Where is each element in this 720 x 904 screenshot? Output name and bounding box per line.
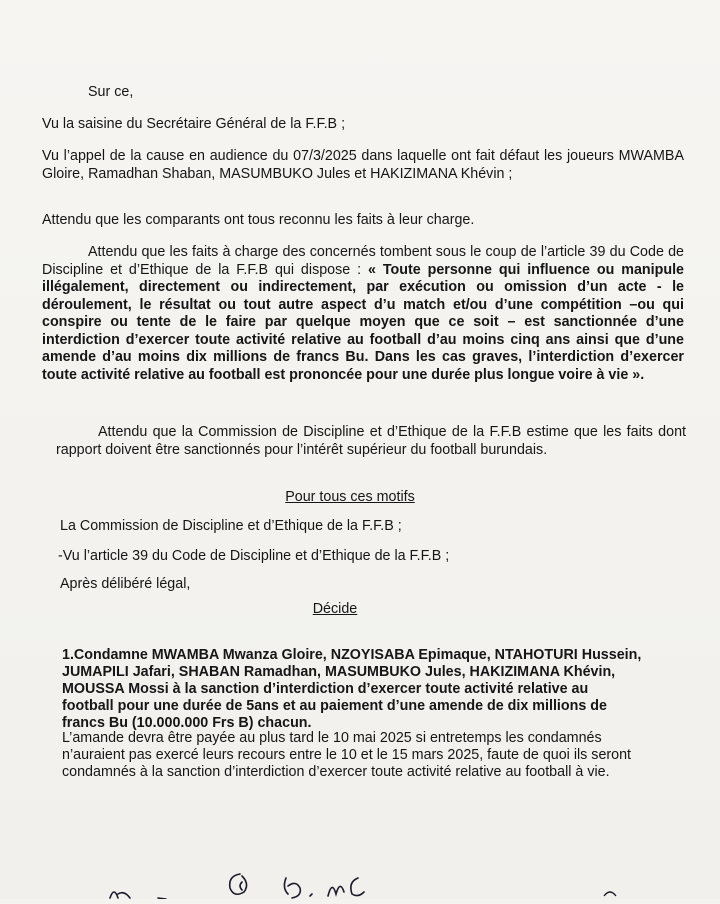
- handwritten-signatures-icon: [100, 868, 400, 899]
- decide-heading: Décide: [312, 601, 358, 617]
- intro-line: Sur ce,: [88, 84, 134, 100]
- page-mark-icon: [600, 884, 620, 899]
- page-mark: [600, 884, 620, 899]
- attendu-aveux: Attendu que les comparants ont tous reconnu les faits à leur charge.: [42, 212, 475, 228]
- attendu-sanction: Attendu que la Commission de Discipline et d’Ethique de la F.F.B estime que les faits dont rapport doivent être sanctionnés pour l’intérêt supérieur du football burundais.: [56, 424, 686, 458]
- attendu-article-39-intro: Attendu que les faits à charge des concernés tombent sous le coup de l’article 39 du Code de Discipline et d’Ethique de la F.F.B qui dispose :: [42, 244, 684, 278]
- vu-appel: Vu l’appel de la cause en audience du 07/3/2025 dans laquelle ont fait défaut les joueurs MWAMBA Gloire, Ramadhan Shaban, MASUMBUKO Jules et HAKIZIMANA Khévin ;: [42, 148, 684, 182]
- commission-line: La Commission de Discipline et d’Ethique de la F.F.B ;: [60, 518, 402, 534]
- vu-article-39: -Vu l’article 39 du Code de Discipline et d’Ethique de la F.F.B ;: [58, 548, 450, 564]
- delibere-line: Après délibéré légal,: [60, 576, 191, 592]
- attendu-article-39: [42, 244, 684, 384]
- signatures: [100, 868, 400, 899]
- decision-2: L’amande devra être payée au plus tard le 10 mai 2025 si entretemps les condamnés n’auraient pas exercé leurs recours entre le 10 et le 15 mars 2025, faute de quoi ils seront condamnés à la sanction d’interdiction d’exercer toute activité relative au football à vie.: [62, 730, 632, 780]
- motifs-heading: Pour tous ces motifs: [285, 489, 415, 505]
- vu-saisine: Vu la saisine du Secrétaire Général de la F.F.B ;: [42, 116, 346, 132]
- decision-1: 1.Condamne MWAMBA Mwanza Gloire, NZOYISABA Epimaque, NTAHOTURI Hussein, JUMAPILI Jafari, SHABAN Ramadhan, MASUMBUKO Jules, HAKIZIMANA Khévin, MOUSSA Mossi à la sanction d’interdiction d’exercer toute activité relative au football pour une durée de 5ans et au paiement d’une amende de dix millions de francs Bu (10.000.000 Frs B) chacun.: [62, 647, 642, 731]
- article-39-quote: « Toute personne qui influence ou manipule illégalement, directement ou indirectement, par exécution ou omission d’un acte - le déroulement, le résultat ou tout autre aspect d’u match et/ou d’une compétition –ou qui conspire ou tente de le faire par quelque moyen que ce soit – est sanctionnée d’une interdiction d’exercer toute activité relative au football d’au moins cinq ans ainsi que d’une amende d’au moins dix millions de francs Bu. Dans les cas graves, l’interdiction d’exercer toute activité relative au football est prononcée pour une durée plus longue voire à vie ».: [42, 261, 684, 383]
